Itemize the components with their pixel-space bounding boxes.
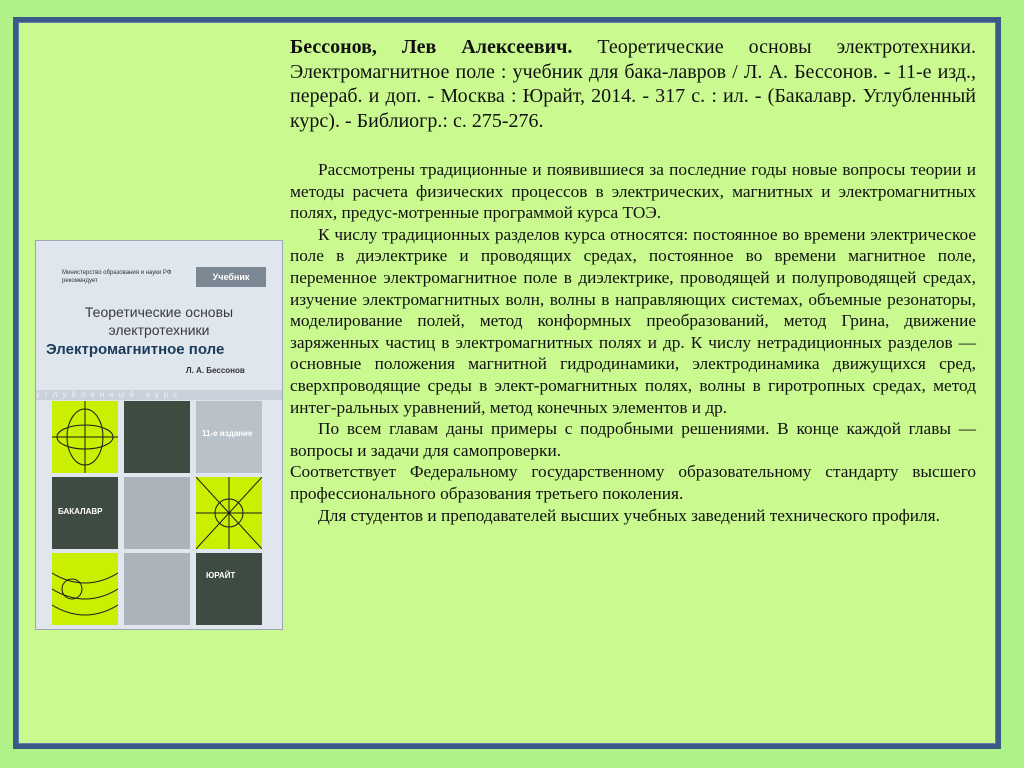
description-text bbox=[290, 35, 976, 526]
author-name: Бессонов, Лев Алексеевич. bbox=[290, 36, 573, 58]
annotation bbox=[290, 159, 976, 526]
cover-edition: 11-е издание bbox=[202, 429, 253, 438]
cover-tile-field-pattern-2 bbox=[196, 477, 262, 549]
book-cover bbox=[35, 240, 283, 630]
annotation-paragraph: Для студентов и преподавателей высших учебных заведений технического профиля. bbox=[318, 505, 940, 525]
cover-author: Л. А. Бессонов bbox=[186, 366, 245, 375]
cover-series: углубленный курс bbox=[36, 390, 282, 400]
cover-title-line1: Теоретические основы bbox=[84, 304, 234, 320]
cover-tile-dark bbox=[124, 401, 190, 473]
cover-tile-field-pattern-3 bbox=[52, 553, 118, 625]
bibliographic-record bbox=[290, 35, 976, 133]
annotation-paragraph: По всем главам даны примеры с подробными решениями. В конце каждой главы — вопросы и задачи для самопроверки. bbox=[290, 419, 976, 460]
cover-tile-field-pattern bbox=[52, 401, 118, 473]
cover-tile-publisher bbox=[196, 553, 262, 625]
bibliographic-details: Теоретические основы электротехники. Электромагнитное поле : учебник для бака-лавров / Л. А. Бессонов. - 11-е изд., перераб. и доп. - Москва : Юрайт, 2014. - 317 с. : ил. - (Бакалавр. Углубленный курс). - Библиогр.: с. 275-276. bbox=[290, 36, 976, 132]
cover-tile-gray-2 bbox=[124, 553, 190, 625]
cover-bakalavr: БАКАЛАВР bbox=[58, 507, 103, 516]
annotation-paragraph: Рассмотрены традиционные и появившиеся за последние годы новые вопросы теории и методы расчета физических процессов в электрических, магнитных и электромагнитных полях, предус-мотренные программой курса ТОЭ. bbox=[290, 160, 976, 223]
cover-tile-bakalavr bbox=[52, 477, 118, 549]
cover-publisher: ЮРАЙТ bbox=[206, 571, 236, 580]
annotation-paragraph: К числу традиционных разделов курса относятся: постоянное во времени электрическое поле в диэлектрике и проводящих средах, постоянное во времени магнитное поле, переменное электромагнитное поле в диэлектрике, проводящей и полупроводящей средах, изучение электромагнитных волн, волны в направляющих системах, объемные резонаторы, моделирование полей, метод конформных преобразований, метод Грина, движение заряженных частиц в электромагнитных полях и др. К числу нетрадиционных разделов — основные положения магнитной гидродинамики, электродинамика движущихся сред, сверхпроводящие среды в элект-ромагнитных полях, волны в гиротропных средах, метод интег-ральных уравнений, метод конечных элементов и др. bbox=[290, 224, 976, 417]
cover-title-line3: Электромагнитное поле bbox=[46, 341, 225, 358]
cover-ministry: Министерство образования и науки РФ рекомендует bbox=[62, 270, 172, 284]
cover-tile-gray bbox=[124, 477, 190, 549]
cover-title-line2: электротехники bbox=[108, 322, 210, 338]
annotation-paragraph: Соответствует Федеральному государственному образовательному стандарту высшего профессионального образования третьего поколения. bbox=[290, 462, 976, 503]
cover-badge: Учебник bbox=[196, 267, 266, 287]
cover-title bbox=[36, 303, 282, 339]
cover-tile-edition bbox=[196, 401, 262, 473]
